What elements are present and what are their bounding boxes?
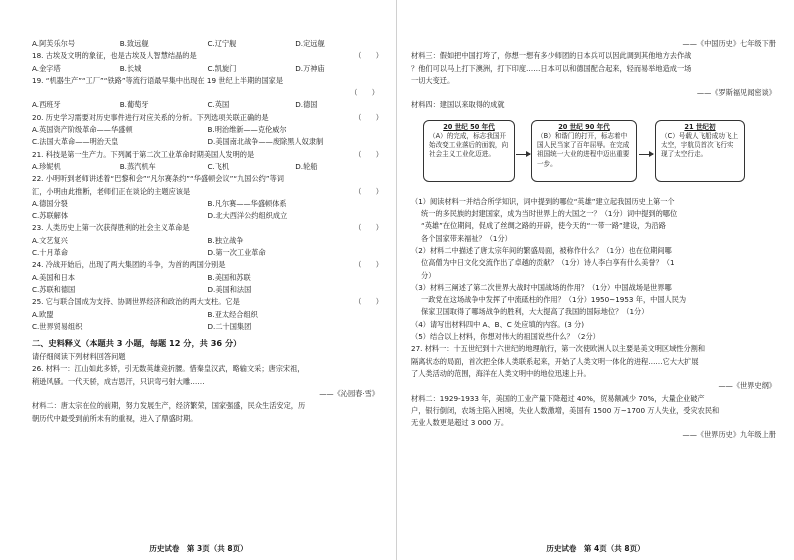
q26-material-2-line-1: 材料二：唐太宗在位的前期，努力发展生产，经济繁荣，国家强盛，民众生活安定，历 — [32, 401, 306, 411]
q23-option-c: C.十月革命 — [32, 248, 69, 258]
q24-options-1 — [32, 272, 383, 284]
q27-material-1-line-2: 隔离状态的局面，首次把全体人类联系起来，开始了人类文明一体化的进程……它大大扩展 — [411, 356, 699, 366]
q23-options-2 — [32, 247, 383, 259]
material-3-source: ——《罗斯福见闻密谈》 — [696, 88, 776, 98]
q22-option-a: A.德国分裂 — [32, 198, 68, 208]
q27-material-2-line-1: 材料二：1929-1933 年，美国的工业产量下降超过 40%，贸易额减少 70%，大量企业破产 — [411, 393, 705, 403]
q19-stem: 19. “机器生产”“工厂”“铁路”等流行语最早集中出现在 19 世纪上半期的国家是 — [32, 75, 284, 85]
q22-options-2 — [32, 210, 383, 222]
q19-option-b: B.葡萄牙 — [119, 100, 149, 110]
q22-option-c: C.苏联解体 — [32, 211, 69, 221]
q24-option-c: C.苏联和德国 — [32, 284, 76, 294]
page4-content — [397, 38, 794, 536]
exam-page-4 — [397, 0, 794, 560]
q27-material-1-source: ——《世界史纲》 — [718, 381, 776, 391]
q27-material-2-line-3: 无业人数更是超过 3 000 万。 — [411, 418, 509, 428]
q17-option-d: D.定远舰 — [295, 39, 325, 48]
q24-stem: 24. 冷战开始后，出现了两大集团的斗争，为首的两国分别是 （ ） — [32, 260, 383, 270]
q18-option-b: B.长城 — [119, 63, 142, 73]
q22-stem-1: 22. 小明听到老师讲述着“巴黎和会”“凡尔赛条约”“华盛顿会议”“九国公约”等词 — [32, 174, 284, 184]
q24-option-d: D.美国和法国 — [207, 284, 252, 294]
section-2-title: 二、史料释义（本题共 3 小题，每题 12 分，共 36 分） — [32, 338, 242, 349]
q25-options-2 — [32, 321, 383, 333]
timeline-arrow-2 — [639, 154, 653, 155]
achievement-box-1990s — [531, 120, 637, 182]
material-3-line-2: ？他们可以马上打下澳洲，打下印度……日本可以和德国配合起来，轻而易举地造成一场 — [411, 63, 692, 73]
q22-options-1 — [32, 198, 383, 210]
subq-5: （5）结合以上材料，你想对伟大的祖国说些什么？（2分） — [411, 332, 600, 342]
achievements-timeline — [411, 114, 780, 192]
achievement-box-21st — [655, 120, 745, 182]
q25-stem: 25. 它与联合国成为支持、协调世界经济和政治的两大支柱。它是 （ ） — [32, 297, 383, 307]
q18-stem: 18. 古埃及文明的象征，也是古埃及人智慧结晶的是 （ ） — [32, 51, 383, 61]
q21-stem: 21. 科技是第一生产力。下列属于第二次工业革命时期美国人发明的是 （ ） — [32, 149, 383, 159]
q18-option-d: D.万神庙 — [295, 63, 325, 73]
q19-options — [32, 99, 383, 111]
timeline-arrow-1 — [516, 154, 530, 155]
q19-option-a: A.西班牙 — [32, 100, 61, 110]
q26-material-1-line-2: 稍逊风骚。一代天骄，成吉思汗，只识弯弓射大雕…… — [32, 376, 205, 386]
q21-option-a: A.珍妮机 — [32, 161, 61, 171]
q23-option-b: B.独立战争 — [207, 235, 244, 245]
subq-4: （4）请写出材料四中 A、B、C 处应填的内容。(3 分) — [411, 319, 585, 329]
q27-material-2-line-2: 户，银行倒闭，农场主陷入困境，失业人数激增，美国有 1500 万~1700 万人失业，受灾农民和 — [411, 405, 720, 415]
subq-1-line-1: （1）阅读材料一并结合所学知识，词中提到的哪位“英雄”建立起我国历史上第一个 — [411, 196, 675, 206]
material-3-line-3: 一切大变迁。 — [411, 75, 455, 85]
material-4-title: 材料四：建国以来取得的成就 — [411, 100, 505, 110]
subq-2-line-2: 位高僧为中日文化交流作出了卓越的贡献？（1分）诗人李白享有什么美誉？（1 — [421, 258, 675, 268]
q18-options — [32, 63, 383, 75]
box-21st-body: （C）号载人飞船成功飞上太空，宇航员首次飞行实现了太空行走。 — [661, 131, 739, 159]
q26-material-1-source: ——《沁园春·雪》 — [319, 389, 379, 399]
q17-option-a: A.阿芙乐尔号 — [32, 39, 76, 48]
q26-material-2-line-2: 朝历代中最受到前所未有的重视，进入了鼎盛时期。 — [32, 413, 198, 423]
q23-options-1 — [32, 235, 383, 247]
q24-option-a: A.美国和日本 — [32, 272, 76, 282]
q25-option-c: C.世界贸易组织 — [32, 321, 83, 331]
q18-option-c: C.凯旋门 — [207, 63, 237, 73]
subq-3-line-3: 保家卫国取得了哪场战争的胜利，大大提高了我国的国际地位？（1分） — [421, 307, 649, 317]
q17-option-b: B.致远舰 — [119, 39, 149, 48]
q24-options-2 — [32, 284, 383, 296]
q23-option-a: A.文艺复兴 — [32, 235, 68, 245]
q20-option-a: A.英国资产阶级革命——华盛顿 — [32, 125, 133, 135]
q20-options-2 — [32, 136, 383, 148]
subq-3-line-1: （3）材料三阐述了第二次世界大战时中国战场的作用？（1分）中国战场是世界哪 — [411, 282, 672, 292]
box-1990s-heading: 20 世纪 90 年代 — [558, 122, 610, 131]
q20-option-d: D.美国南北战争——废除黑人奴隶制 — [207, 137, 324, 147]
box-21st-heading: 21 世纪初 — [684, 122, 716, 131]
q20-options-1 — [32, 124, 383, 136]
q18-option-a: A.金字塔 — [32, 63, 61, 73]
q27-material-2-source: ——《世界历史》九年级上册 — [682, 430, 776, 440]
achievement-box-1950s — [423, 120, 515, 182]
page-3-footer: 历史试卷 第 3页（共 8页） — [149, 544, 248, 553]
q22-option-d: D.北大西洋公约组织成立 — [207, 211, 288, 221]
subq-1-line-3: “英雄”在位期间，促成了丝绸之路的开辟，使今天的“一带一路”建设，为沿路 — [421, 221, 666, 231]
q27-material-1-line-3: 了人类活动的范围，海洋在人类文明中的地位迅速上升。 — [411, 368, 591, 378]
q21-option-c: C.飞机 — [207, 161, 230, 171]
q20-stem: 20. 历史学习需要对历史事件进行对应关系的分析。下列选项关联正确的是 （ ） — [32, 112, 383, 122]
q25-options-1 — [32, 309, 383, 321]
section-2-note: 请仔细阅读下列材料回答问题 — [32, 352, 126, 362]
q22-option-b: B.凡尔赛——华盛顿体系 — [207, 198, 287, 208]
material-3-line-1: 材料三：假如把中国打垮了，你想一想有多少师团的日本兵可以因此调到其他地方去作战 — [411, 51, 692, 61]
q21-options — [32, 161, 383, 173]
q22-stem-2: 汇，小明由此推断，老师们正在谈论的主题应该是 （ ） — [32, 186, 383, 196]
q26-material-1-line-1: 26. 材料一：江山如此多娇，引无数英雄竞折腰。惜秦皇汉武，略输文采；唐宗宋祖， — [32, 364, 305, 374]
box-1990s-body: （B）和谐门的打开，标志着中国人民当家了百年屈辱。在完成祖国统一大业的进程中迈出重要一步。 — [537, 131, 630, 168]
page3-content — [0, 38, 397, 536]
subq-2-line-3: 分） — [421, 270, 436, 280]
q21-option-b: B.蒸汽机车 — [119, 161, 156, 171]
material-1-source-top: ——《中国历史》七年级下册 — [682, 39, 776, 48]
subq-3-line-2: 一政党在这场战争中发挥了中流砥柱的作用？（1分）1950~1953 年，中国人民为 — [421, 295, 687, 305]
q25-option-a: A.欧盟 — [32, 309, 54, 319]
q24-option-b: B.美国和苏联 — [207, 272, 251, 282]
q25-option-b: B.亚太经合组织 — [207, 309, 258, 319]
q27-material-1-line-1: 27. 材料一：十五世纪到十六世纪的地理航行，第一次使欧洲人以主要是美文明区域性分割和 — [411, 344, 706, 354]
q19-option-d: D.德国 — [295, 100, 318, 110]
q20-option-c: C.法国大革命——明治天皇 — [32, 137, 119, 147]
q23-option-d: D.第一次工业革命 — [207, 248, 266, 258]
subq-1-line-2: 统一的多民族的封建国家，成为当时世界上的大国之一？（1分）词中提到的哪位 — [421, 209, 678, 219]
q17-option-c: C.辽宁舰 — [207, 39, 237, 48]
q21-option-d: D.轮船 — [295, 161, 318, 171]
box-1950s-body: （A）的完成，标志我国开始改变工业落后的面貌，向社会主义工业化迈进。 — [429, 131, 509, 159]
subq-2-line-1: （2）材料二中描述了唐太宗年间的繁盛局面，被称作什么？（1分）也在位期间哪 — [411, 245, 672, 255]
q20-option-b: B.明治维新——克伦威尔 — [207, 125, 287, 135]
q19-option-c: C.英国 — [207, 100, 230, 110]
q23-stem: 23. 人类历史上第一次获得胜利的社会主义革命是 （ ） — [32, 223, 383, 233]
page-4-footer: 历史试卷 第 4页（共 8页） — [546, 544, 645, 553]
q25-option-d: D.二十国集团 — [207, 321, 252, 331]
q19-bracket: （ ） — [350, 88, 379, 98]
box-1950s-heading: 20 世纪 50 年代 — [443, 122, 495, 131]
subq-1-line-4: 各个国家带来福祉？（1分） — [421, 233, 512, 243]
q17-options — [32, 38, 383, 50]
